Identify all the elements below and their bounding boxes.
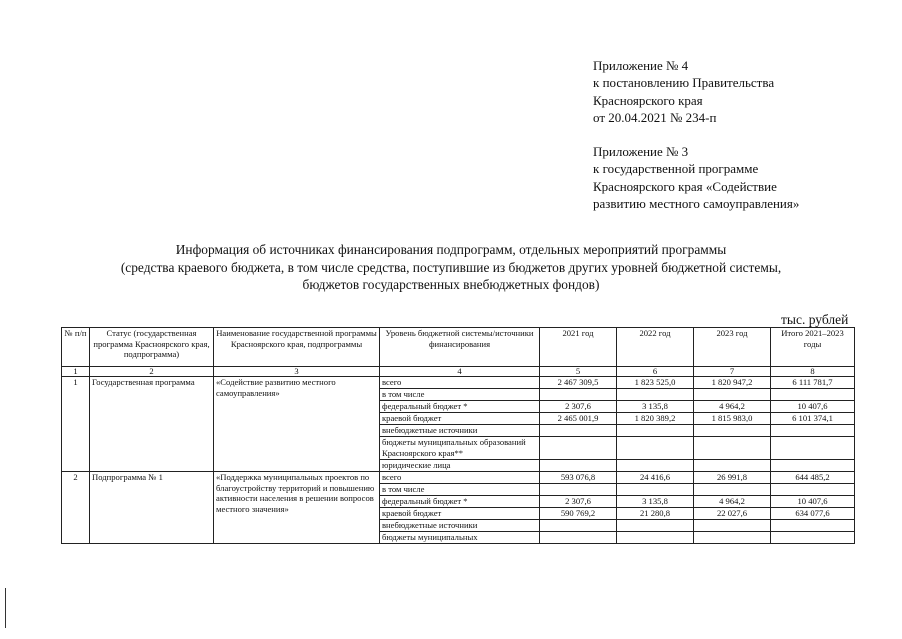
- row-2021: [540, 425, 617, 437]
- units-label: тыс. рублей: [781, 312, 849, 327]
- row-level: федеральный бюджет *: [380, 496, 540, 508]
- row-total: 10 407,6: [771, 496, 855, 508]
- row-total: [771, 484, 855, 496]
- row-total: [771, 389, 855, 401]
- column-index: 7: [694, 367, 771, 377]
- document-title-line: (средства краевого бюджета, в том числе средства, поступившие из бюджетов других уровней бюджетной системы,: [120, 259, 782, 275]
- row-2021: 2 467 309,5: [540, 377, 617, 389]
- row-2023: 1 815 983,0: [694, 413, 771, 425]
- column-index-row: [62, 367, 855, 377]
- row-level: всего: [380, 377, 540, 389]
- appendix-3-line: развитию местного самоуправления»: [593, 196, 800, 212]
- row-level: бюджеты муниципальных образований Красноярского края**: [380, 437, 540, 460]
- row-level: в том числе: [380, 484, 540, 496]
- row-2023: 4 964,2: [694, 401, 771, 413]
- column-index: 6: [617, 367, 694, 377]
- row-total: 634 077,6: [771, 508, 855, 520]
- row-2022: [617, 532, 694, 544]
- row-status: Подпрограмма № 1: [90, 472, 214, 544]
- row-2021: 2 307,6: [540, 401, 617, 413]
- row-total: 10 407,6: [771, 401, 855, 413]
- row-2021: 590 769,2: [540, 508, 617, 520]
- row-2021: [540, 437, 617, 460]
- row-level: краевой бюджет: [380, 508, 540, 520]
- header-name: Наименование государственной программы Красноярского края, подпрограммы: [214, 328, 380, 367]
- row-2023: 22 027,6: [694, 508, 771, 520]
- appendix-4-line: к постановлению Правительства: [593, 75, 775, 91]
- row-level: федеральный бюджет *: [380, 401, 540, 413]
- row-2023: [694, 425, 771, 437]
- row-2022: [617, 425, 694, 437]
- row-level: внебюджетные источники: [380, 425, 540, 437]
- row-status: Государственная программа: [90, 377, 214, 472]
- row-2021: 593 076,8: [540, 472, 617, 484]
- header-2021: 2021 год: [540, 328, 617, 367]
- header-num: № п/п: [62, 328, 90, 367]
- row-2022: 3 135,8: [617, 401, 694, 413]
- row-program-name: «Содействие развитию местного самоуправления»: [214, 377, 380, 472]
- table-row: [62, 377, 855, 389]
- row-total: [771, 425, 855, 437]
- document-title: [60, 241, 842, 294]
- row-2021: 2 465 001,9: [540, 413, 617, 425]
- column-index: 5: [540, 367, 617, 377]
- financing-table: [61, 327, 855, 544]
- row-2022: 21 280,8: [617, 508, 694, 520]
- row-level: краевой бюджет: [380, 413, 540, 425]
- appendix-4-block: [593, 57, 774, 127]
- row-2022: 1 823 525,0: [617, 377, 694, 389]
- column-index: 2: [90, 367, 214, 377]
- row-total: [771, 520, 855, 532]
- row-total: 6 111 781,7: [771, 377, 855, 389]
- row-num: 1: [62, 377, 90, 472]
- row-2022: 24 416,6: [617, 472, 694, 484]
- header-2023: 2023 год: [694, 328, 771, 367]
- header-status: Статус (государственная программа Красноярского края, подпрограмма): [90, 328, 214, 367]
- appendix-3-line: Приложение № 3: [593, 144, 689, 159]
- row-num: 2: [62, 472, 90, 544]
- row-2023: [694, 437, 771, 460]
- row-2022: 3 135,8: [617, 496, 694, 508]
- appendix-3-line: Красноярского края «Содействие: [593, 178, 777, 194]
- row-2021: [540, 532, 617, 544]
- row-total: 6 101 374,1: [771, 413, 855, 425]
- appendix-3-line: к государственной программе: [593, 161, 759, 177]
- row-2022: 1 820 389,2: [617, 413, 694, 425]
- row-2021: [540, 460, 617, 472]
- row-level: юридические лица: [380, 460, 540, 472]
- row-2021: [540, 389, 617, 401]
- scan-margin-mark: [5, 588, 6, 628]
- row-2022: [617, 520, 694, 532]
- row-2022: [617, 460, 694, 472]
- row-program-name: «Поддержка муниципальных проектов по благоустройству территорий и повышению активности населения в решении вопросов местного значения»: [214, 472, 380, 544]
- row-2023: 4 964,2: [694, 496, 771, 508]
- row-total: [771, 437, 855, 460]
- row-2023: [694, 460, 771, 472]
- row-total: [771, 532, 855, 544]
- header-2022: 2022 год: [617, 328, 694, 367]
- appendix-3-block: [593, 143, 799, 213]
- appendix-4-line: Красноярского края: [593, 92, 703, 108]
- row-level: в том числе: [380, 389, 540, 401]
- row-level: всего: [380, 472, 540, 484]
- column-index: 1: [62, 367, 90, 377]
- appendix-4-line: Приложение № 4: [593, 58, 689, 73]
- row-2022: [617, 484, 694, 496]
- row-2022: [617, 437, 694, 460]
- header-total: Итого 2021–2023 годы: [771, 328, 855, 367]
- row-2022: [617, 389, 694, 401]
- table-header-row: [62, 328, 855, 367]
- document-title-line: бюджетов государственных внебюджетных фондов): [302, 277, 600, 293]
- row-level: внебюджетные источники: [380, 520, 540, 532]
- row-2023: [694, 484, 771, 496]
- document-title-line: Информация об источниках финансирования подпрограмм, отдельных мероприятий программы: [175, 242, 727, 257]
- row-2021: [540, 484, 617, 496]
- column-index: 3: [214, 367, 380, 377]
- row-total: [771, 460, 855, 472]
- appendix-4-line: от 20.04.2021 № 234-п: [593, 110, 717, 126]
- header-level: Уровень бюджетной системы/источники финансирования: [380, 328, 540, 367]
- row-2023: [694, 389, 771, 401]
- row-2023: [694, 520, 771, 532]
- column-index: 4: [380, 367, 540, 377]
- row-2023: 1 820 947,2: [694, 377, 771, 389]
- row-level: бюджеты муниципальных: [380, 532, 540, 544]
- column-index: 8: [771, 367, 855, 377]
- row-2021: [540, 520, 617, 532]
- row-2021: 2 307,6: [540, 496, 617, 508]
- row-2023: [694, 532, 771, 544]
- row-2023: 26 991,8: [694, 472, 771, 484]
- row-total: 644 485,2: [771, 472, 855, 484]
- table-row: [62, 472, 855, 484]
